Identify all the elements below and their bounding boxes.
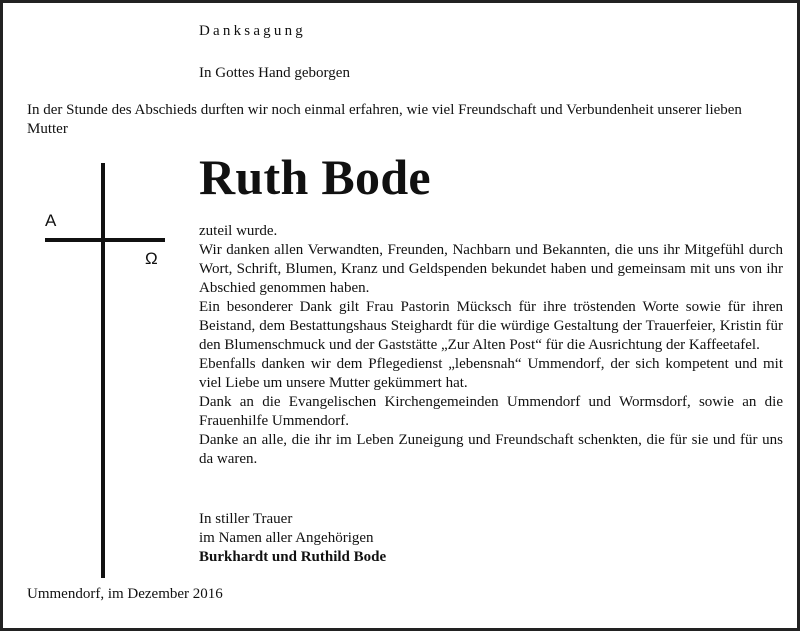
paragraph: Ebenfalls danken wir dem Pflegedienst „lebensnah“ Ummendorf, der sich kompetent und mit viel Liebe um unsere Mutter gekümmert hat. — [199, 356, 783, 391]
paragraph: Ein besonderer Dank gilt Frau Pastorin Mücksch für ihre tröstenden Worte sowie für ihren Beistand, dem Bestattungshaus Steighardt für die würdige Gestaltung der Trauerfeier, Kristin für den Blumenschmuck und der Gaststätte „Zur Alten Post“ für die Ausrichtung der Kaffeetafel. — [199, 299, 783, 353]
notice-heading: Danksagung — [199, 23, 306, 39]
paragraph: Wir danken allen Verwandten, Freunden, Nachbarn und Bekannten, die uns ihr Mitgefühl durch Wort, Schrift, Blumen, Kranz und Geldspenden bekundet haben und gemeinsam mit uns von ihr Abschied genommen haben. — [199, 242, 783, 296]
closing-line: im Namen aller Angehörigen — [199, 530, 374, 546]
closing-block — [199, 510, 386, 567]
closing-line: In stiller Trauer — [199, 511, 293, 527]
paragraph: Dank an die Evangelischen Kirchengemeinden Ummendorf und Wormsdorf, sowie an die Frauenhilfe Ummendorf. — [199, 394, 783, 429]
notice-subheading: In Gottes Hand geborgen — [199, 65, 350, 81]
alpha-symbol: A — [45, 211, 57, 230]
signers: Burkhardt und Ruthild Bode — [199, 549, 387, 565]
place-date: Ummendorf, im Dezember 2016 — [27, 586, 223, 602]
paragraph: Danke an alle, die ihr im Leben Zuneigung und Freundschaft schenkten, die für sie und für uns da waren. — [199, 432, 783, 467]
cross-horizontal-bar — [45, 238, 165, 242]
thanks-body — [199, 222, 783, 469]
omega-symbol: Ω — [145, 249, 158, 268]
deceased-name: Ruth Bode — [199, 149, 431, 205]
paragraph: zuteil wurde. — [199, 223, 278, 239]
cross-vertical-bar — [101, 163, 105, 578]
intro-text: In der Stunde des Abschieds durften wir noch einmal erfahren, wie viel Freundschaft und Verbundenheit unserer lieben Mutter — [27, 102, 742, 137]
